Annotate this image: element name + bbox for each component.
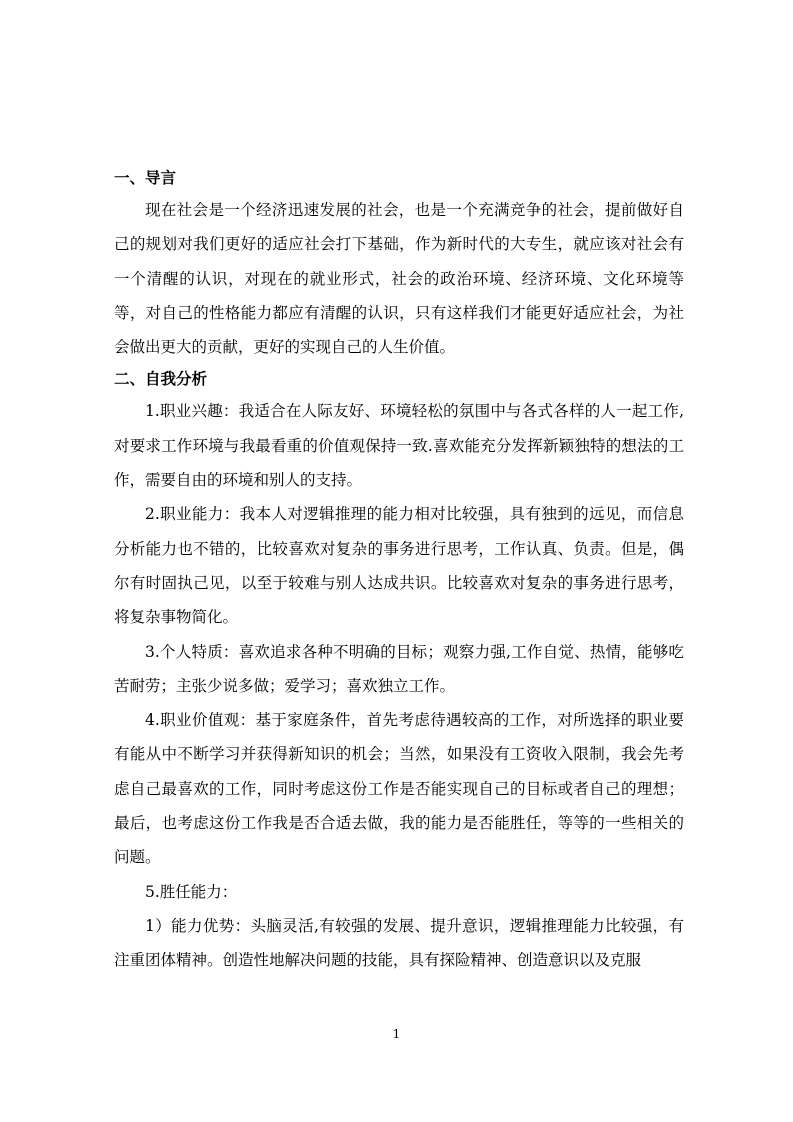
paragraph-career-values: 4.职业价值观：基于家庭条件，首先考虑待遇较高的工作，对所选择的职业要有能从中不断学习并获得新知识的机会；当然，如果没有工资收入限制，我会先考虑自己最喜欢的工作，同时考虑这份工作是否能实现自己的目标或者自己的理想；最后，也考虑这份工作我是否合适去做，我的能力是否能胜任，等等的一些相关的问题。 xyxy=(114,711,684,867)
paragraph-career-ability: 2.职业能力：我本人对逻辑推理的能力相对比较强，具有独到的远见，而信息分析能力也不错的，比较喜欢对复杂的事务进行思考，工作认真、负责。但是，偶尔有时固执己见，以至于较难与别人达成共识。比较喜欢对复杂的事务进行思考，将复杂事物简化。 xyxy=(114,505,684,627)
section-heading-self-analysis: 二、自我分析 xyxy=(114,370,208,389)
paragraph-career-interest: 1.职业兴趣：我适合在人际友好、环境轻松的氛围中与各式各样的人一起工作,对要求工作环境与我最看重的价值观保持一致.喜欢能充分发挥新颖独特的想法的工作，需要自由的环境和别人的支持。 xyxy=(114,402,684,490)
paragraph-ability-strengths: 1）能力优势：头脑灵活,有较强的发展、提升意识，逻辑推理能力比较强，有注重团体精神。创造性地解决问题的技能，具有探险精神、创造意识以及克服 xyxy=(114,916,684,970)
paragraph-competency-heading: 5.胜任能力： xyxy=(145,882,238,901)
section-heading-introduction: 一、导言 xyxy=(114,169,177,187)
paragraph-introduction: 现在社会是一个经济迅速发展的社会，也是一个充满竞争的社会，提前做好自己的规划对我们更好的适应社会打下基础，作为新时代的大专生，就应该对社会有一个清醒的认识，对现在的就业形式，社会的政治环境、经济环境、文化环境等等，对自己的性格能力都应有清醒的认识，只有这样我们才能更好适应社会，为社会做出更大的贡献，更好的实现自己的人生价值。 xyxy=(114,201,684,357)
document-body xyxy=(114,163,684,978)
page-number: 1 xyxy=(392,1027,401,1041)
paragraph-personal-traits: 3.个人特质：喜欢追求各种不明确的目标；观察力强,工作自觉、热情，能够吃苦耐劳；主张少说多做；爱学习；喜欢独立工作。 xyxy=(114,642,684,695)
